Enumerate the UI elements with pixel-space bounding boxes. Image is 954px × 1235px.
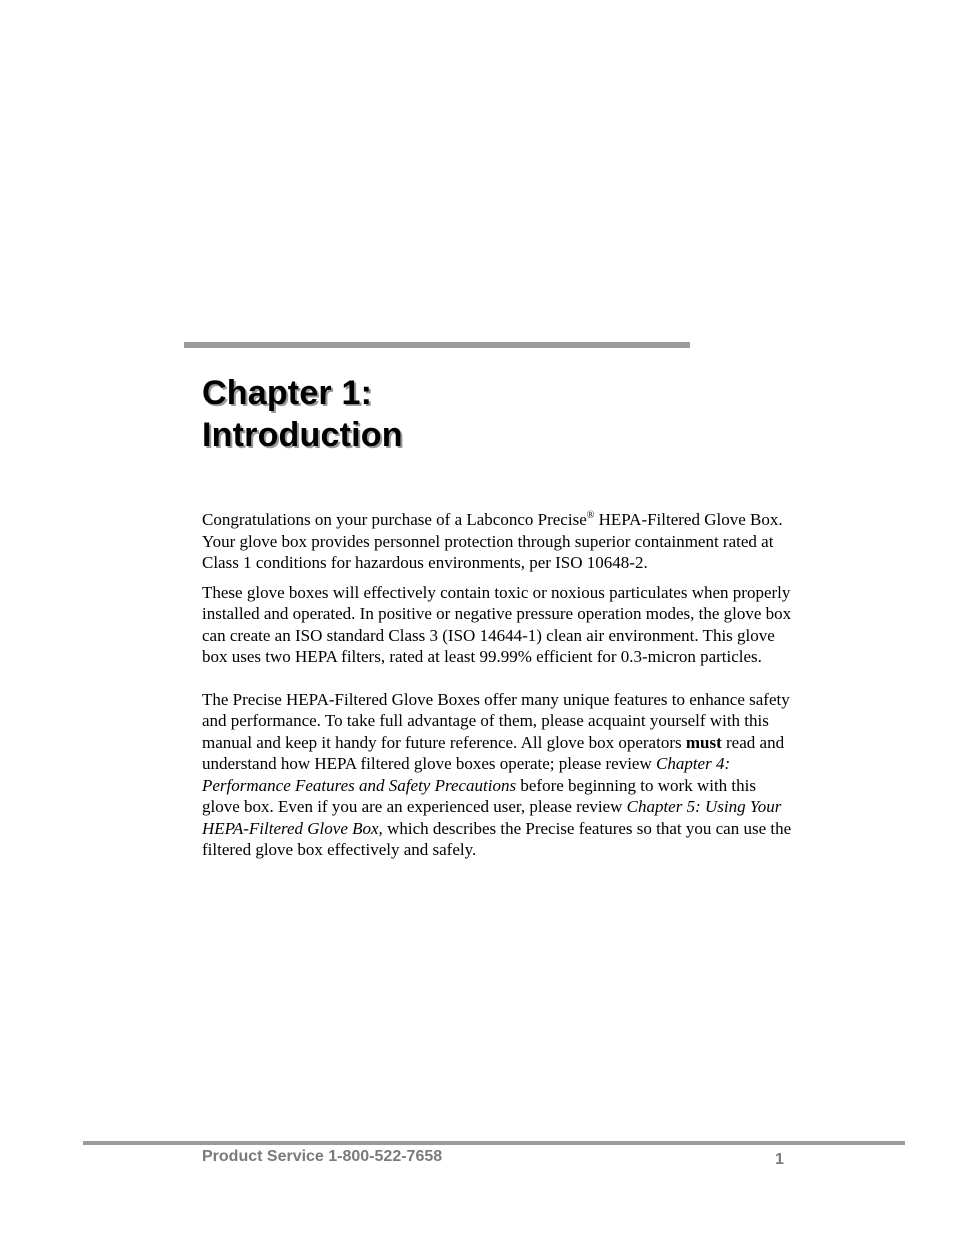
chapter-body — [202, 509, 794, 861]
chapter-header-rule — [184, 342, 690, 348]
paragraph-congratulations — [202, 509, 794, 574]
chapter-title — [202, 372, 403, 456]
text-run: The Precise HEPA-Filtered Glove Boxes offer many unique features to enhance safety and performance. To take full advantage of them, please acquaint yourself with this manual and keep it handy for future reference. All glove box operators — [202, 689, 790, 752]
text-run: HEPA-Filtered Glove Box. Your glove box provides personnel protection through superior containment rated at Class 1 conditions for hazardous environments, per ISO 10648-2. — [202, 510, 783, 572]
footer-rule — [83, 1141, 905, 1145]
text-run: before beginning to work with this glove box. Even if you are an experienced user, please review — [202, 775, 756, 816]
footer-page-number: 1 — [775, 1151, 784, 1168]
chapter-name: Introduction — [202, 416, 403, 454]
footer-product-service: Product Service 1-800-522-7658 — [202, 1148, 443, 1165]
emphasis-must: must — [685, 732, 722, 752]
chapter-5-reference: Chapter 5: Using Your HEPA-Filtered Glove Box, — [202, 797, 782, 838]
chapter-number: Chapter 1: — [202, 374, 373, 412]
text-run: read and understand how HEPA filtered glove boxes operate; please review — [202, 732, 785, 773]
text-run: Congratulations on your purchase of a Labconco Precise — [202, 510, 587, 529]
paragraph-containment: These glove boxes will effectively contain toxic or noxious particulates when properly installed and operated. In positive or negative pressure operation modes, the glove box can create an ISO standard Class 3 (ISO 14644-1) clean air environment. This glove box uses two HEPA filters, rated at least 99.99% efficient for 0.3-micron particles. — [202, 582, 792, 666]
registered-mark: ® — [586, 510, 595, 521]
chapter-4-reference: Chapter 4: Performance Features and Safety Precautions — [202, 754, 731, 795]
text-run: which describes the Precise features so that you can use the filtered glove box effectively and safely. — [202, 818, 792, 859]
paragraph-features — [202, 689, 794, 861]
